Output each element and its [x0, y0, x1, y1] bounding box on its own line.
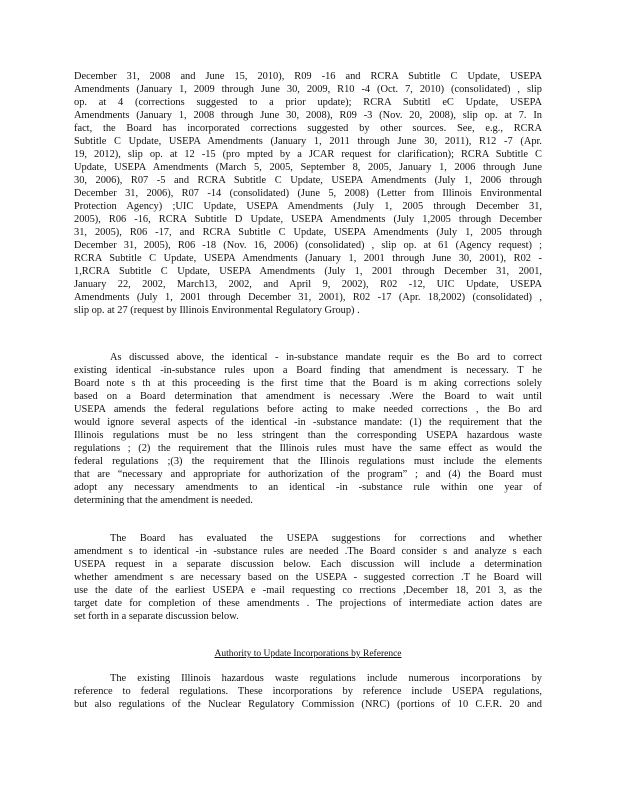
text-line: 30, 2006), R07 -5 and RCRA Subtitle C Update, USEPA Amendments (July 1, 2006 through [74, 175, 542, 186]
text-line: use the date of the earliest USEPA e -mail requesting co rrections ,December 18, 201 3, as the [74, 585, 542, 596]
text-line: USEPA amends the federal regulations before acting to make needed corrections , the Bo ard [74, 404, 542, 415]
text-line: December 31, 2005), R06 -18 (Nov. 16, 2006) (consolidated) , slip op. at 61 (Agency request) ; [74, 240, 542, 251]
paragraph-2 [74, 351, 542, 507]
text-line: federal regulations ;(3) the requirement that the Illinois regulations must include the elements [74, 456, 542, 467]
text-line: op. at 4 (corrections suggested to a prior update); RCRA Subtitl eC Update, USEPA [74, 97, 542, 108]
text-line: amendment s to identical -in -substance rules are needed .The Board consider s and analyze s each [74, 546, 542, 557]
text-line: target date for completion of these amendments . The projections of intermediate action dates are [74, 598, 542, 609]
text-line: 2005), R06 -16, RCRA Subtitle D Update, USEPA Amendments (July 1,2005 through December [74, 214, 542, 225]
text-line: slip op. at 27 (request by Illinois Environmental Regulatory Group) . [74, 305, 360, 316]
text-line: Illinois regulations must be no less stringent than the corresponding USEPA hazardous waste [74, 430, 542, 441]
text-line: reference to federal regulations. These incorporations by reference include USEPA regulations, [74, 686, 542, 697]
text-line: As discussed above, the identical - in-substance mandate requir es the Bo ard to correct [110, 352, 542, 363]
text-line: that are “necessary and appropriate for authorization of the program” ; and (4) the Board must [74, 469, 542, 480]
paragraph-4 [74, 672, 542, 711]
text-line: set forth in a separate discussion below. [74, 611, 239, 622]
text-line: December 31, 2008 and June 15, 2010), R09 -16 and RCRA Subtitle C Update, USEPA [74, 71, 542, 82]
text-line: USEPA request in a separate discussion below. Each discussion will include a determination [74, 559, 542, 570]
text-line: would ignore several aspects of the identical -in -substance mandate: (1) the requirement that the [74, 417, 542, 428]
text-line: determining that the amendment is needed. [74, 495, 253, 506]
text-line: Amendments (January 1, 2009 through June 30, 2009, R10 -4 (Oct. 7, 2010) (consolidated) , slip [74, 84, 542, 95]
text-line: but also regulations of the Nuclear Regulatory Commission (NRC) (portions of 10 C.F.R. 20 and [74, 699, 542, 710]
section-heading [74, 647, 542, 661]
text-line: adopt any necessary amendments to an identical -in -substance rule within one year of [74, 482, 542, 493]
text-line: fact, the Board has incorporated corrections suggested by other sources. See, e.g., RCRA [74, 123, 542, 134]
text-line: whether amendment s are necessary based on the USEPA - suggested correction .T he Board will [74, 572, 542, 583]
text-line: Subtitle C Update, USEPA Amendments (January 1, 2011 through June 30, 2011), R12 -7 (Apr. [74, 136, 542, 147]
text-line: December 31, 2006), R07 -14 (consolidated) (June 5, 2008) (Letter from Illinois Environmental [74, 188, 542, 199]
text-line: 31, 2005), R06 -17, and RCRA Subtitle C Update, USEPA Amendments (July 1, 2005 through [74, 227, 542, 238]
text-line: 19, 2012), slip op. at 12 -15 (pro mpted by a JCAR request for clarification); RCRA Subtitle C [74, 149, 542, 160]
text-line: The existing Illinois hazardous waste regulations include numerous incorporations by [110, 673, 542, 684]
text-line: January 22, 2002, March13, 2002, and April 9, 2002), R02 -12, UIC Update, USEPA [74, 279, 542, 290]
text-line: Protection Agency) ;UIC Update, USEPA Amendments (July 1, 2005 through December 31, [74, 201, 542, 212]
text-line: based on a Board determination that amendment is necessary .Were the Board to wait until [74, 391, 542, 402]
text-line: regulations ; (2) the requirement that the Illinois rules must have the same effect as would the [74, 443, 542, 454]
text-line: existing identical -in-substance rules upon a Board finding that amendment is necessary. T he [74, 365, 542, 376]
paragraph-1 [74, 70, 542, 317]
section-heading-text: Authority to Update Incorporations by Reference [214, 649, 402, 659]
paragraph-3 [74, 532, 542, 623]
text-line: Amendments (July 1, 2001 through December 31, 2001), R02 -17 (Apr. 18,2002) (consolidated) , [74, 292, 542, 303]
text-line: Update, USEPA Amendments (March 5, 2005, September 8, 2005, January 1, 2006 through June [74, 162, 542, 173]
text-line: Amendments (January 1, 2008 through June 30, 2008), R09 -3 (Nov. 20, 2008), slip op. at 7. In [74, 110, 542, 121]
text-line: 1,RCRA Subtitle C Update, USEPA Amendments (July 1, 2001 through December 31, 2001, [74, 266, 542, 277]
text-line: Board note s th at this proceeding is the first time that the Board is m aking corrections solely [74, 378, 542, 389]
text-line: The Board has evaluated the USEPA suggestions for corrections and whether [110, 533, 542, 544]
text-line: RCRA Subtitle C Update, USEPA Amendments (January 1, 2001 through June 30, 2001), R02 - [74, 253, 542, 264]
